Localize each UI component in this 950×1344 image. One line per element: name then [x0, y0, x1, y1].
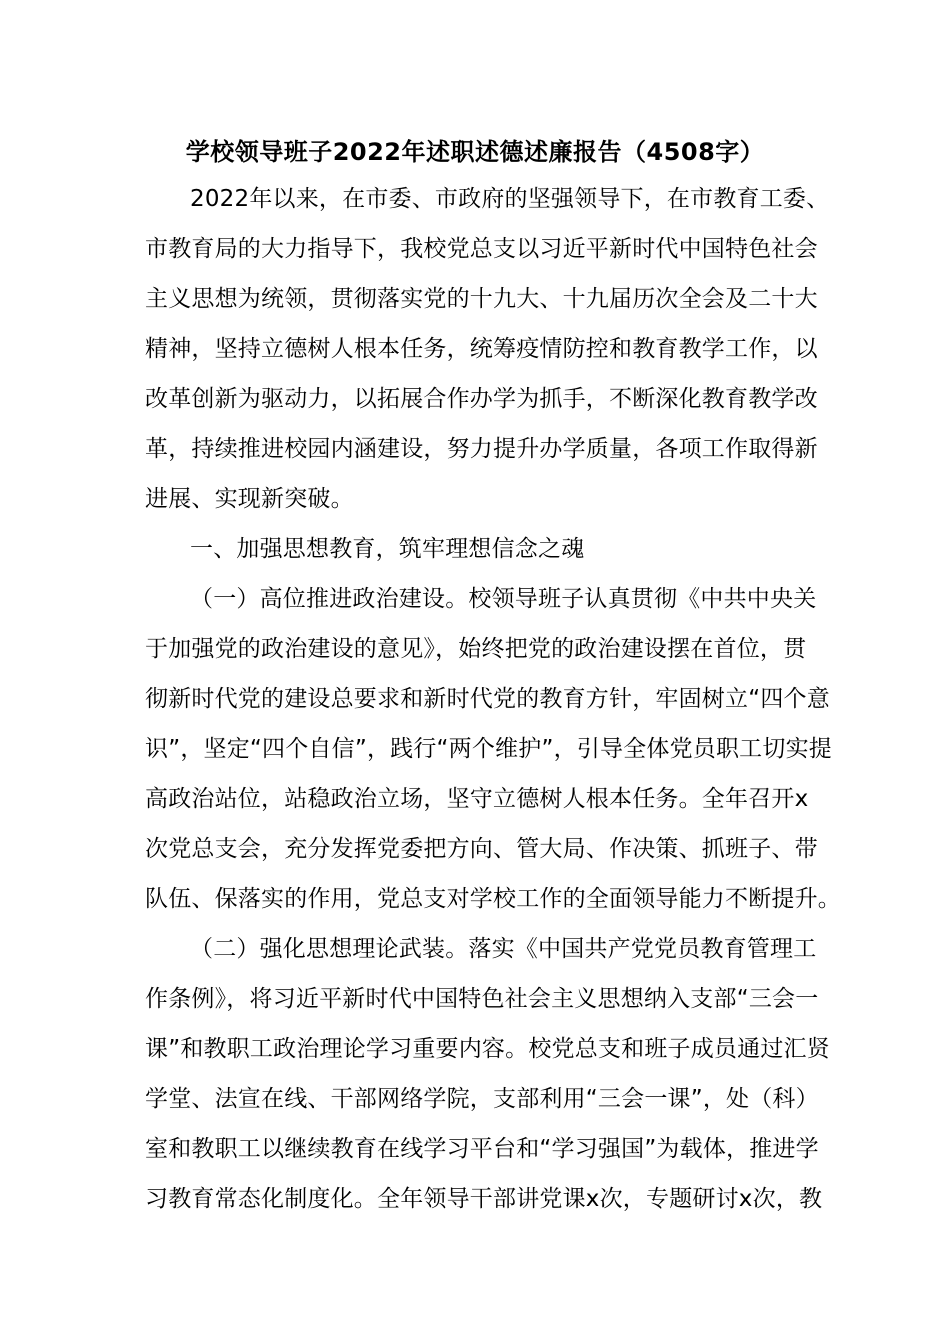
paragraph-3-line-2: 于加强党的政治建设的意见》，始终把党的政治建设摆在首位，贯	[145, 636, 807, 662]
paragraph-1-line-7: 进展、实现新突破。	[145, 486, 354, 512]
paragraph-4-line-2: 作条例》，将习近平新时代中国特色社会主义思想纳入支部“三会一	[145, 986, 819, 1012]
paragraph-4-line-6: 习教育常态化制度化。全年领导干部讲党课x次，专题研讨x次，教	[145, 1186, 823, 1212]
paragraph-1-line-1: 2022年以来，在市委、市政府的坚强领导下，在市教育工委、	[190, 186, 830, 212]
paragraph-1-line-6: 革，持续推进校园内涵建设，努力提升办学质量，各项工作取得新	[145, 436, 818, 462]
paragraph-3-line-5: 高政治站位，站稳政治立场，坚守立德树人根本任务。全年召开x	[145, 786, 809, 812]
paragraph-4-line-4: 学堂、法宣在线、干部网络学院，支部利用“三会一课”，处（科）	[145, 1086, 819, 1112]
paragraph-4-line-5: 室和教职工以继续教育在线学习平台和“学习强国”为载体，推进学	[145, 1136, 819, 1162]
paragraph-3-line-7: 队伍、保落实的作用，党总支对学校工作的全面领导能力不断提升。	[145, 886, 841, 912]
paragraph-3-line-1: （一）高位推进政治建设。校领导班子认真贯彻《中共中央关	[190, 586, 817, 612]
paragraph-3-line-3: 彻新时代党的建设总要求和新时代党的教育方针，牢固树立“四个意	[145, 686, 830, 712]
paragraph-1-line-3: 主义思想为统领，贯彻落实党的十九大、十九届历次全会及二十大	[145, 286, 818, 312]
paragraph-3-line-6: 次党总支会，充分发挥党委把方向、管大局、作决策、抓班子、带	[145, 836, 818, 862]
paragraph-4-line-3: 课”和教职工政治理论学习重要内容。校党总支和班子成员通过汇贤	[145, 1036, 830, 1062]
paragraph-1-line-2: 市教育局的大力指导下，我校党总支以习近平新时代中国特色社会	[145, 236, 818, 262]
section-heading-1: 一、加强思想教育，筑牢理想信念之魂	[190, 536, 585, 562]
paragraph-1-line-5: 改革创新为驱动力，以拓展合作办学为抓手，不断深化教育教学改	[145, 386, 818, 412]
paragraph-3-line-4: 识”，坚定“四个自信”，践行“两个维护”，引导全体党员职工切实提	[145, 736, 832, 762]
document-title: 学校领导班子2022年述职述德述廉报告（4508字）	[185, 138, 765, 166]
paragraph-1-line-4: 精神，坚持立德树人根本任务，统筹疫情防控和教育教学工作，以	[145, 336, 818, 362]
paragraph-4-line-1: （二）强化思想理论武装。落实《中国共产党党员教育管理工	[190, 936, 817, 962]
